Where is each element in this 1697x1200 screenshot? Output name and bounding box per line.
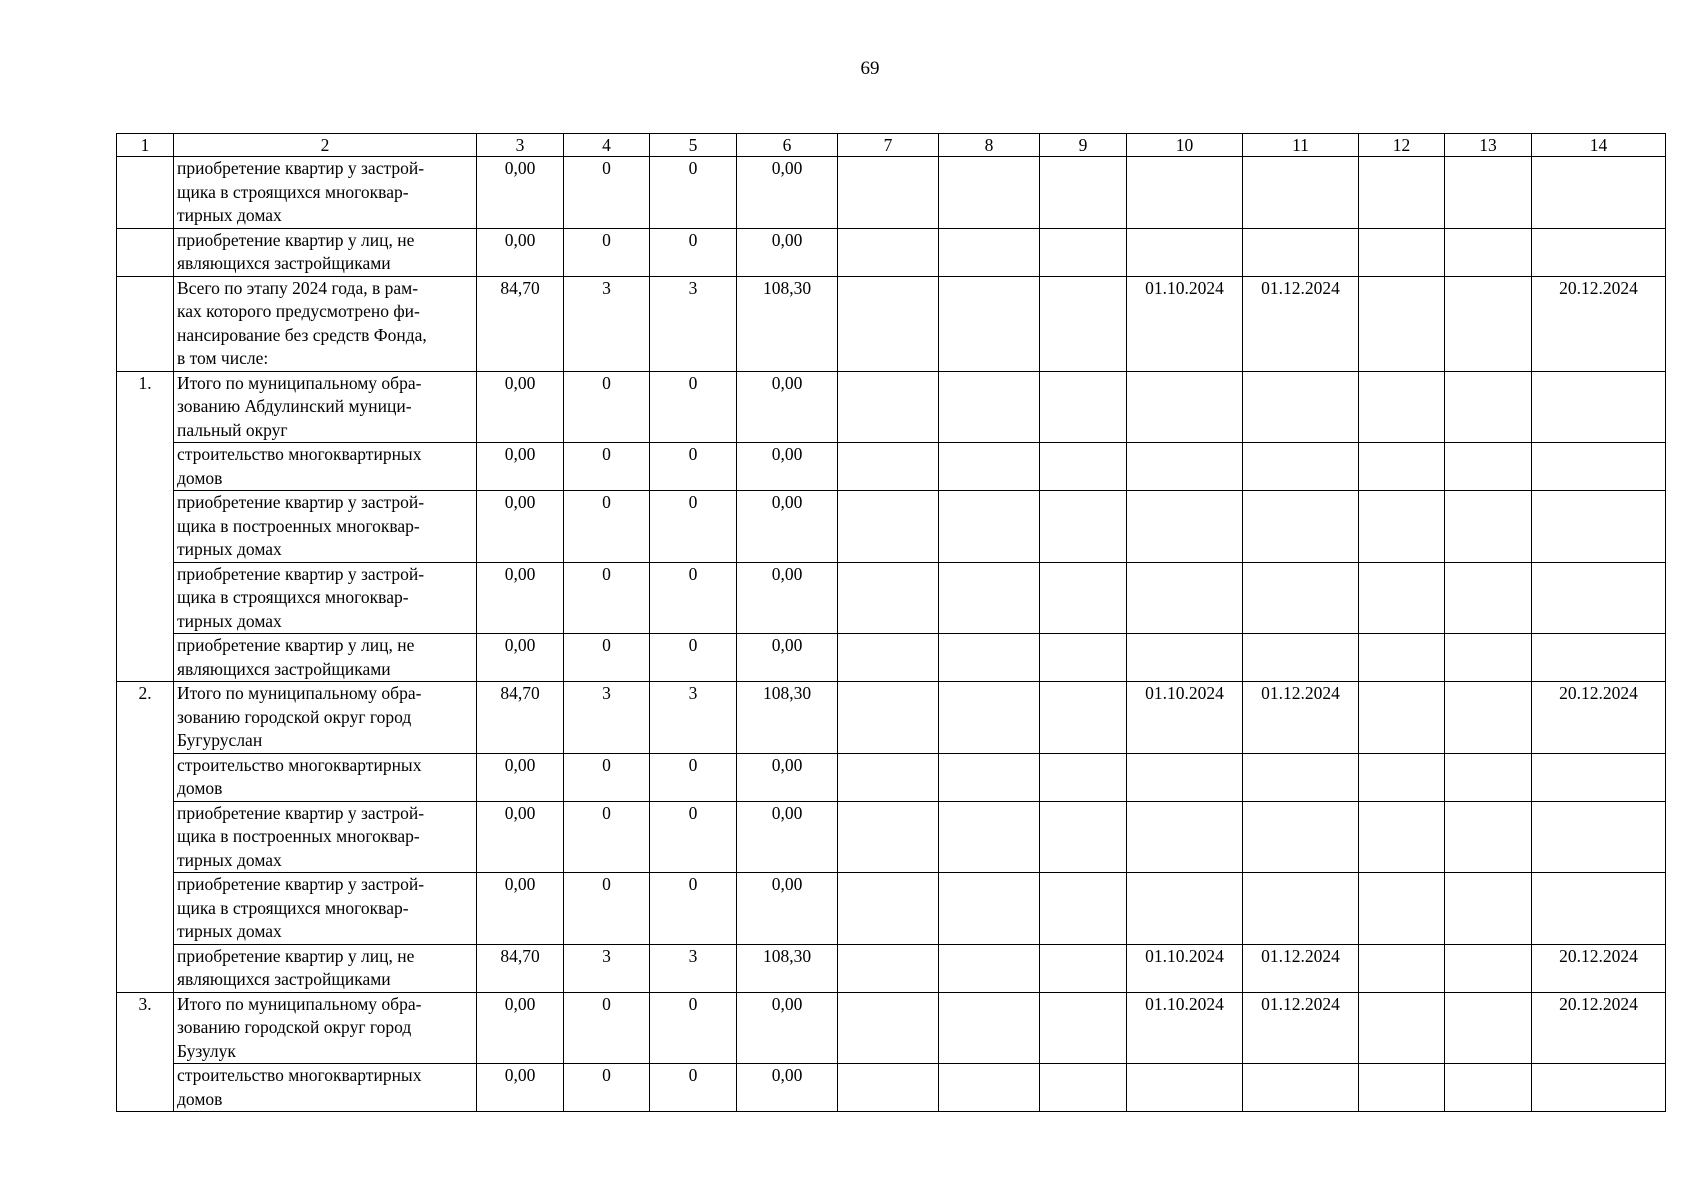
cell-col-6: 0,00 <box>737 491 838 563</box>
cell-col-14 <box>1532 228 1666 276</box>
description-cell: приобретение квартир у лиц, не являющихся застройщиками <box>174 228 477 276</box>
cell-col-6: 0,00 <box>737 873 838 945</box>
column-header-4: 4 <box>564 134 650 157</box>
cell-col-12 <box>1359 682 1445 754</box>
cell-col-10 <box>1127 562 1243 634</box>
cell-col-6: 0,00 <box>737 1064 838 1112</box>
cell-col-12 <box>1359 873 1445 945</box>
cell-col-6: 0,00 <box>737 443 838 491</box>
cell-col-9 <box>1040 371 1127 443</box>
cell-col-6: 0,00 <box>737 562 838 634</box>
description-cell: приобретение квартир у застрой- щика в строящихся многоквар- тирных домах <box>174 873 477 945</box>
cell-col-4: 0 <box>564 228 650 276</box>
cell-col-13 <box>1445 562 1532 634</box>
cell-col-13 <box>1445 1064 1532 1112</box>
column-header-8: 8 <box>939 134 1040 157</box>
cell-col-7 <box>838 157 939 229</box>
cell-col-11 <box>1243 801 1359 873</box>
cell-col-13 <box>1445 753 1532 801</box>
cell-col-8 <box>939 944 1040 992</box>
cell-col-4: 3 <box>564 682 650 754</box>
cell-col-13 <box>1445 634 1532 682</box>
cell-col-14 <box>1532 491 1666 563</box>
cell-col-13 <box>1445 443 1532 491</box>
cell-col-7 <box>838 276 939 371</box>
description-cell: строительство многоквартирных домов <box>174 443 477 491</box>
cell-col-5: 0 <box>650 873 737 945</box>
cell-col-3: 0,00 <box>477 491 564 563</box>
cell-col-4: 0 <box>564 753 650 801</box>
cell-col-12 <box>1359 371 1445 443</box>
table-row <box>117 801 1666 873</box>
cell-col-14 <box>1532 1064 1666 1112</box>
cell-col-14 <box>1532 634 1666 682</box>
cell-col-5: 0 <box>650 801 737 873</box>
description-cell: приобретение квартир у застрой- щика в построенных многоквар- тирных домах <box>174 491 477 563</box>
cell-col-5: 0 <box>650 491 737 563</box>
cell-col-14 <box>1532 443 1666 491</box>
cell-col-7 <box>838 371 939 443</box>
cell-col-8 <box>939 157 1040 229</box>
cell-col-7 <box>838 228 939 276</box>
cell-col-11 <box>1243 753 1359 801</box>
cell-col-7 <box>838 562 939 634</box>
cell-col-3: 0,00 <box>477 371 564 443</box>
column-header-5: 5 <box>650 134 737 157</box>
cell-col-5: 3 <box>650 944 737 992</box>
cell-col-9 <box>1040 491 1127 563</box>
cell-col-9 <box>1040 443 1127 491</box>
cell-col-9 <box>1040 276 1127 371</box>
cell-col-10 <box>1127 157 1243 229</box>
cell-col-5: 3 <box>650 276 737 371</box>
cell-col-7 <box>838 634 939 682</box>
table-row <box>117 944 1666 992</box>
cell-col-9 <box>1040 157 1127 229</box>
description-cell: Всего по этапу 2024 года, в рам- ках которого предусмотрено фи- нансирование без средств Фонда, в том числе: <box>174 276 477 371</box>
cell-col-9 <box>1040 753 1127 801</box>
cell-col-6: 0,00 <box>737 801 838 873</box>
cell-col-4: 0 <box>564 491 650 563</box>
cell-col-12 <box>1359 443 1445 491</box>
row-number-cell: 2. <box>117 682 174 993</box>
cell-col-11: 01.12.2024 <box>1243 682 1359 754</box>
cell-col-10 <box>1127 228 1243 276</box>
cell-col-11: 01.12.2024 <box>1243 944 1359 992</box>
table-row <box>117 562 1666 634</box>
cell-col-13 <box>1445 228 1532 276</box>
cell-col-10 <box>1127 491 1243 563</box>
table-body <box>117 157 1666 1112</box>
cell-col-12 <box>1359 157 1445 229</box>
cell-col-6: 108,30 <box>737 944 838 992</box>
table-row <box>117 753 1666 801</box>
row-number-cell <box>117 276 174 371</box>
cell-col-9 <box>1040 873 1127 945</box>
cell-col-10 <box>1127 753 1243 801</box>
cell-col-5: 0 <box>650 443 737 491</box>
cell-col-14: 20.12.2024 <box>1532 992 1666 1064</box>
cell-col-10 <box>1127 371 1243 443</box>
column-header-7: 7 <box>838 134 939 157</box>
cell-col-4: 0 <box>564 157 650 229</box>
cell-col-12 <box>1359 562 1445 634</box>
cell-col-9 <box>1040 682 1127 754</box>
cell-col-11 <box>1243 634 1359 682</box>
cell-col-3: 84,70 <box>477 682 564 754</box>
cell-col-14: 20.12.2024 <box>1532 682 1666 754</box>
cell-col-14 <box>1532 157 1666 229</box>
cell-col-12 <box>1359 801 1445 873</box>
cell-col-5: 0 <box>650 228 737 276</box>
cell-col-3: 0,00 <box>477 443 564 491</box>
cell-col-4: 0 <box>564 634 650 682</box>
cell-col-8 <box>939 682 1040 754</box>
cell-col-10 <box>1127 801 1243 873</box>
cell-col-11 <box>1243 443 1359 491</box>
column-header-1: 1 <box>117 134 174 157</box>
cell-col-9 <box>1040 801 1127 873</box>
cell-col-8 <box>939 562 1040 634</box>
column-header-6: 6 <box>737 134 838 157</box>
table-row <box>117 491 1666 563</box>
cell-col-4: 0 <box>564 801 650 873</box>
cell-col-6: 0,00 <box>737 157 838 229</box>
cell-col-3: 0,00 <box>477 634 564 682</box>
cell-col-13 <box>1445 157 1532 229</box>
table-row <box>117 276 1666 371</box>
cell-col-13 <box>1445 873 1532 945</box>
cell-col-14 <box>1532 753 1666 801</box>
cell-col-12 <box>1359 276 1445 371</box>
cell-col-4: 0 <box>564 1064 650 1112</box>
column-header-11: 11 <box>1243 134 1359 157</box>
cell-col-6: 0,00 <box>737 634 838 682</box>
table-row <box>117 873 1666 945</box>
cell-col-10: 01.10.2024 <box>1127 682 1243 754</box>
cell-col-8 <box>939 1064 1040 1112</box>
cell-col-14 <box>1532 873 1666 945</box>
table-header-row <box>117 134 1666 157</box>
column-header-10: 10 <box>1127 134 1243 157</box>
cell-col-5: 0 <box>650 562 737 634</box>
cell-col-3: 0,00 <box>477 157 564 229</box>
cell-col-8 <box>939 634 1040 682</box>
cell-col-12 <box>1359 491 1445 563</box>
table-row <box>117 682 1666 754</box>
cell-col-7 <box>838 801 939 873</box>
cell-col-12 <box>1359 944 1445 992</box>
cell-col-9 <box>1040 944 1127 992</box>
row-number-cell <box>117 228 174 276</box>
cell-col-13 <box>1445 992 1532 1064</box>
description-cell: приобретение квартир у застрой- щика в строящихся многоквар- тирных домах <box>174 157 477 229</box>
cell-col-7 <box>838 491 939 563</box>
cell-col-10 <box>1127 634 1243 682</box>
cell-col-3: 84,70 <box>477 944 564 992</box>
cell-col-6: 0,00 <box>737 228 838 276</box>
description-cell: Итого по муниципальному обра- зованию городской округ город Бузулук <box>174 992 477 1064</box>
cell-col-7 <box>838 682 939 754</box>
cell-col-8 <box>939 801 1040 873</box>
table-row <box>117 1064 1666 1112</box>
cell-col-11: 01.12.2024 <box>1243 276 1359 371</box>
cell-col-10: 01.10.2024 <box>1127 992 1243 1064</box>
cell-col-9 <box>1040 228 1127 276</box>
description-cell: приобретение квартир у лиц, не являющихся застройщиками <box>174 634 477 682</box>
column-header-12: 12 <box>1359 134 1445 157</box>
cell-col-7 <box>838 443 939 491</box>
description-cell: Итого по муниципальному обра- зованию городской округ город Бугуруслан <box>174 682 477 754</box>
cell-col-14 <box>1532 801 1666 873</box>
cell-col-8 <box>939 873 1040 945</box>
cell-col-10 <box>1127 873 1243 945</box>
cell-col-10 <box>1127 443 1243 491</box>
column-header-3: 3 <box>477 134 564 157</box>
cell-col-3: 0,00 <box>477 992 564 1064</box>
cell-col-7 <box>838 1064 939 1112</box>
cell-col-4: 0 <box>564 443 650 491</box>
page-number: 69 <box>860 58 880 79</box>
cell-col-13 <box>1445 944 1532 992</box>
cell-col-14: 20.12.2024 <box>1532 276 1666 371</box>
cell-col-5: 0 <box>650 371 737 443</box>
cell-col-8 <box>939 443 1040 491</box>
table-row <box>117 443 1666 491</box>
data-table <box>116 133 1666 1112</box>
cell-col-7 <box>838 873 939 945</box>
cell-col-14 <box>1532 371 1666 443</box>
cell-col-5: 0 <box>650 1064 737 1112</box>
cell-col-11: 01.12.2024 <box>1243 992 1359 1064</box>
cell-col-6: 0,00 <box>737 371 838 443</box>
cell-col-6: 108,30 <box>737 682 838 754</box>
cell-col-11 <box>1243 228 1359 276</box>
cell-col-3: 0,00 <box>477 873 564 945</box>
column-header-14: 14 <box>1532 134 1666 157</box>
row-number-cell: 1. <box>117 371 174 682</box>
cell-col-5: 0 <box>650 992 737 1064</box>
table-row <box>117 371 1666 443</box>
description-cell: строительство многоквартирных домов <box>174 1064 477 1112</box>
cell-col-9 <box>1040 562 1127 634</box>
cell-col-12 <box>1359 753 1445 801</box>
cell-col-4: 0 <box>564 873 650 945</box>
cell-col-6: 0,00 <box>737 992 838 1064</box>
cell-col-7 <box>838 992 939 1064</box>
cell-col-8 <box>939 992 1040 1064</box>
description-cell: приобретение квартир у застрой- щика в построенных многоквар- тирных домах <box>174 801 477 873</box>
cell-col-7 <box>838 753 939 801</box>
cell-col-6: 0,00 <box>737 753 838 801</box>
cell-col-9 <box>1040 992 1127 1064</box>
row-number-cell <box>117 157 174 229</box>
cell-col-12 <box>1359 992 1445 1064</box>
cell-col-3: 0,00 <box>477 562 564 634</box>
description-cell: Итого по муниципальному обра- зованию Абдулинский муници- пальный округ <box>174 371 477 443</box>
cell-col-10: 01.10.2024 <box>1127 944 1243 992</box>
cell-col-9 <box>1040 1064 1127 1112</box>
cell-col-8 <box>939 228 1040 276</box>
cell-col-4: 3 <box>564 944 650 992</box>
cell-col-13 <box>1445 371 1532 443</box>
row-number-cell: 3. <box>117 992 174 1112</box>
description-cell: строительство многоквартирных домов <box>174 753 477 801</box>
column-header-2: 2 <box>174 134 477 157</box>
column-header-13: 13 <box>1445 134 1532 157</box>
cell-col-5: 0 <box>650 753 737 801</box>
cell-col-13 <box>1445 801 1532 873</box>
table-row <box>117 634 1666 682</box>
cell-col-14 <box>1532 562 1666 634</box>
cell-col-11 <box>1243 371 1359 443</box>
table-row <box>117 157 1666 229</box>
cell-col-12 <box>1359 1064 1445 1112</box>
cell-col-10: 01.10.2024 <box>1127 276 1243 371</box>
cell-col-4: 0 <box>564 992 650 1064</box>
cell-col-6: 108,30 <box>737 276 838 371</box>
cell-col-5: 0 <box>650 634 737 682</box>
cell-col-13 <box>1445 491 1532 563</box>
cell-col-11 <box>1243 1064 1359 1112</box>
cell-col-8 <box>939 371 1040 443</box>
cell-col-3: 0,00 <box>477 228 564 276</box>
cell-col-8 <box>939 753 1040 801</box>
description-cell: приобретение квартир у застрой- щика в строящихся многоквар- тирных домах <box>174 562 477 634</box>
cell-col-3: 84,70 <box>477 276 564 371</box>
cell-col-4: 0 <box>564 371 650 443</box>
cell-col-4: 3 <box>564 276 650 371</box>
cell-col-13 <box>1445 682 1532 754</box>
cell-col-11 <box>1243 562 1359 634</box>
table-row <box>117 992 1666 1064</box>
cell-col-5: 0 <box>650 157 737 229</box>
cell-col-5: 3 <box>650 682 737 754</box>
cell-col-7 <box>838 944 939 992</box>
cell-col-14: 20.12.2024 <box>1532 944 1666 992</box>
cell-col-3: 0,00 <box>477 1064 564 1112</box>
cell-col-11 <box>1243 157 1359 229</box>
cell-col-12 <box>1359 634 1445 682</box>
column-header-9: 9 <box>1040 134 1127 157</box>
cell-col-8 <box>939 491 1040 563</box>
cell-col-10 <box>1127 1064 1243 1112</box>
cell-col-11 <box>1243 873 1359 945</box>
cell-col-3: 0,00 <box>477 753 564 801</box>
cell-col-3: 0,00 <box>477 801 564 873</box>
description-cell: приобретение квартир у лиц, не являющихся застройщиками <box>174 944 477 992</box>
cell-col-4: 0 <box>564 562 650 634</box>
cell-col-11 <box>1243 491 1359 563</box>
cell-col-13 <box>1445 276 1532 371</box>
cell-col-12 <box>1359 228 1445 276</box>
cell-col-8 <box>939 276 1040 371</box>
cell-col-9 <box>1040 634 1127 682</box>
table-row <box>117 228 1666 276</box>
